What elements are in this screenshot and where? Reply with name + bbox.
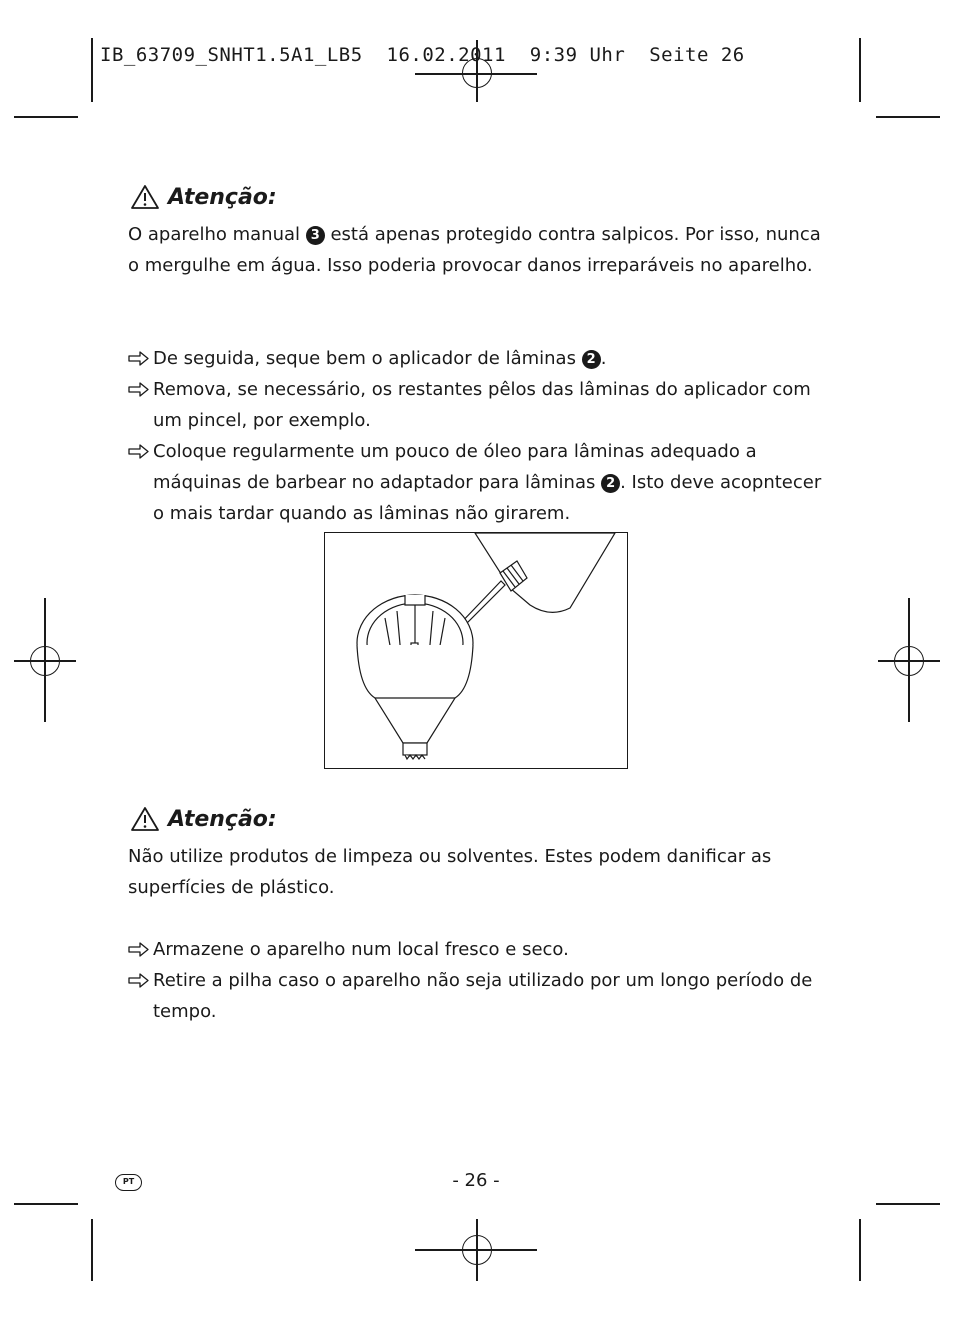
page-number: - 26 - <box>452 1170 500 1191</box>
language-badge: PT <box>115 1174 142 1191</box>
instruction-step: Coloque regularmente um pouco de óleo para lâminas adequado a máquinas de barbear no adaptador para lâminas 2 . Isto deve acopntecer o mais tardar quando as lâminas não girarem. <box>128 436 828 529</box>
part-ref-badge: 2 <box>582 350 601 369</box>
warning-text-2: Não utilize produtos de limpeza ou solventes. Estes podem danificar as superfícies de plástico. <box>128 846 772 898</box>
print-slug: IB_63709_SNHT1.5A1_LB5 16.02.2011 9:39 Uhr Seite 26 <box>100 44 745 66</box>
warning-text-1: O aparelho manual 3 está apenas protegido contra salpicos. Por isso, nunca o mergulhe em água. Isso poderia provocar danos irreparáveis no aparelho. <box>128 224 821 276</box>
arrow-right-outline-icon <box>128 934 150 965</box>
arrow-right-outline-icon <box>128 343 150 374</box>
warning-title: Atenção: <box>168 806 277 832</box>
part-ref-badge: 2 <box>601 474 620 493</box>
instruction-step: Remova, se necessário, os restantes pêlos das lâminas do aplicador com um pincel, por exemplo. <box>128 374 828 436</box>
oiling-illustration <box>324 532 628 769</box>
arrow-right-outline-icon <box>128 374 150 405</box>
instruction-step: De seguida, seque bem o aplicador de lâminas 2 . <box>128 343 828 374</box>
part-ref-badge: 3 <box>306 226 325 245</box>
arrow-right-outline-icon <box>128 436 150 467</box>
warning-title: Atenção: <box>168 184 277 210</box>
warning-triangle-icon <box>130 184 160 210</box>
warning-heading-2 <box>130 806 277 832</box>
warning-heading-1 <box>130 184 277 210</box>
instruction-step: Armazene o aparelho num local fresco e seco. <box>128 934 828 965</box>
warning-triangle-icon <box>130 806 160 832</box>
instruction-step: Retire a pilha caso o aparelho não seja utilizado por um longo período de tempo. <box>128 965 828 1027</box>
arrow-right-outline-icon <box>128 965 150 996</box>
